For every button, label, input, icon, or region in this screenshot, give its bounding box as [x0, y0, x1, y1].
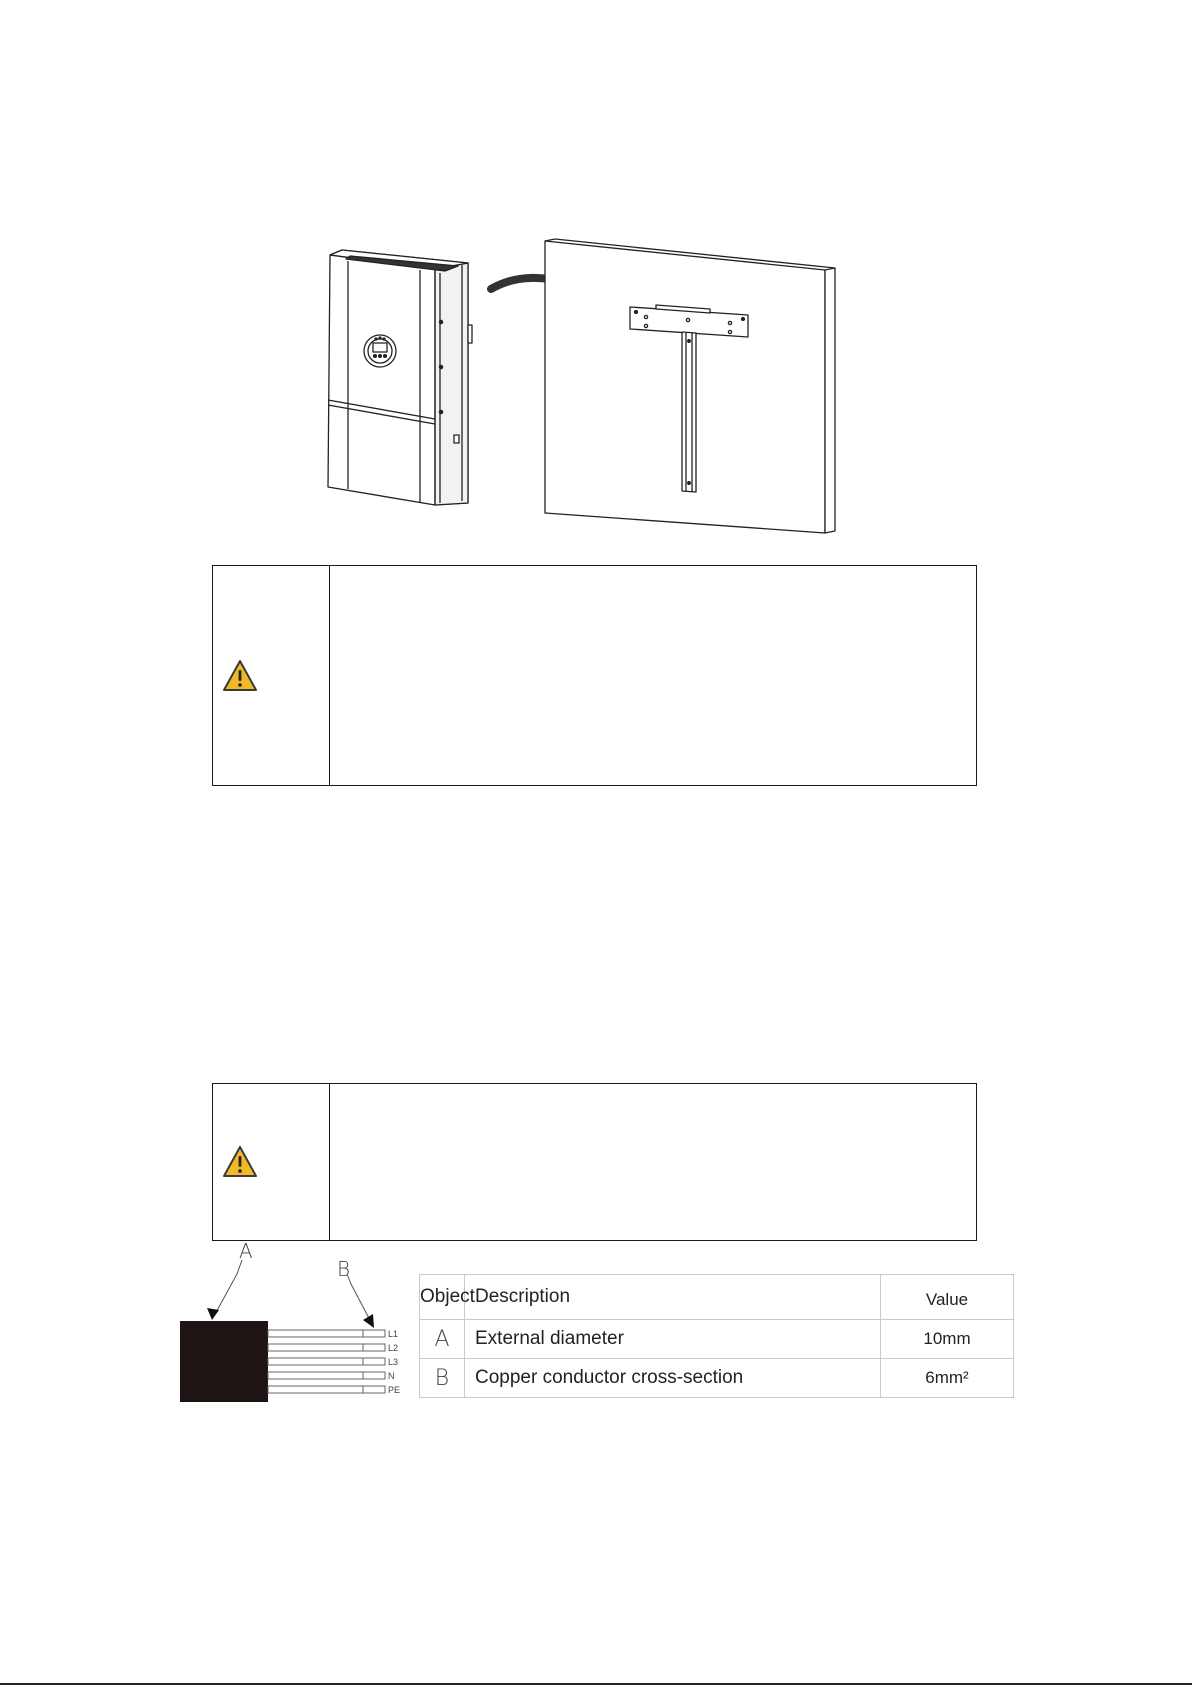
table-header-row [420, 1275, 1014, 1320]
wire-label-pe: PE [388, 1385, 401, 1395]
inverter-mounting-illustration [300, 225, 840, 545]
wire-label-l3: L3 [388, 1357, 399, 1367]
cable-diagram [176, 1238, 406, 1406]
cable-spec-table [419, 1274, 1014, 1398]
row-description: Copper conductor cross-section [465, 1359, 881, 1398]
row-description: External diameter [465, 1320, 881, 1359]
header-description: Description [465, 1275, 881, 1320]
warning-box [212, 1083, 977, 1241]
wire-label-l2: L2 [388, 1343, 399, 1353]
warning-triangle-icon [221, 1144, 259, 1180]
warning-triangle-icon [221, 658, 259, 694]
table-row [420, 1320, 1014, 1359]
cable-label-b: B [337, 1257, 351, 1281]
row-value: 6mm² [881, 1359, 1014, 1398]
wire-label-l1: L1 [388, 1329, 399, 1339]
header-object: Object [420, 1275, 465, 1320]
row-value: 10mm [881, 1320, 1014, 1359]
wire-label-n: N [388, 1371, 395, 1381]
warning-box [212, 565, 977, 786]
row-object: B [420, 1359, 465, 1398]
row-object: A [420, 1320, 465, 1359]
warning-icon-cell [213, 1084, 330, 1240]
header-value: Value [881, 1275, 1014, 1320]
cable-label-a: A [239, 1239, 253, 1263]
warning-icon-cell [213, 566, 330, 785]
table-row [420, 1359, 1014, 1398]
